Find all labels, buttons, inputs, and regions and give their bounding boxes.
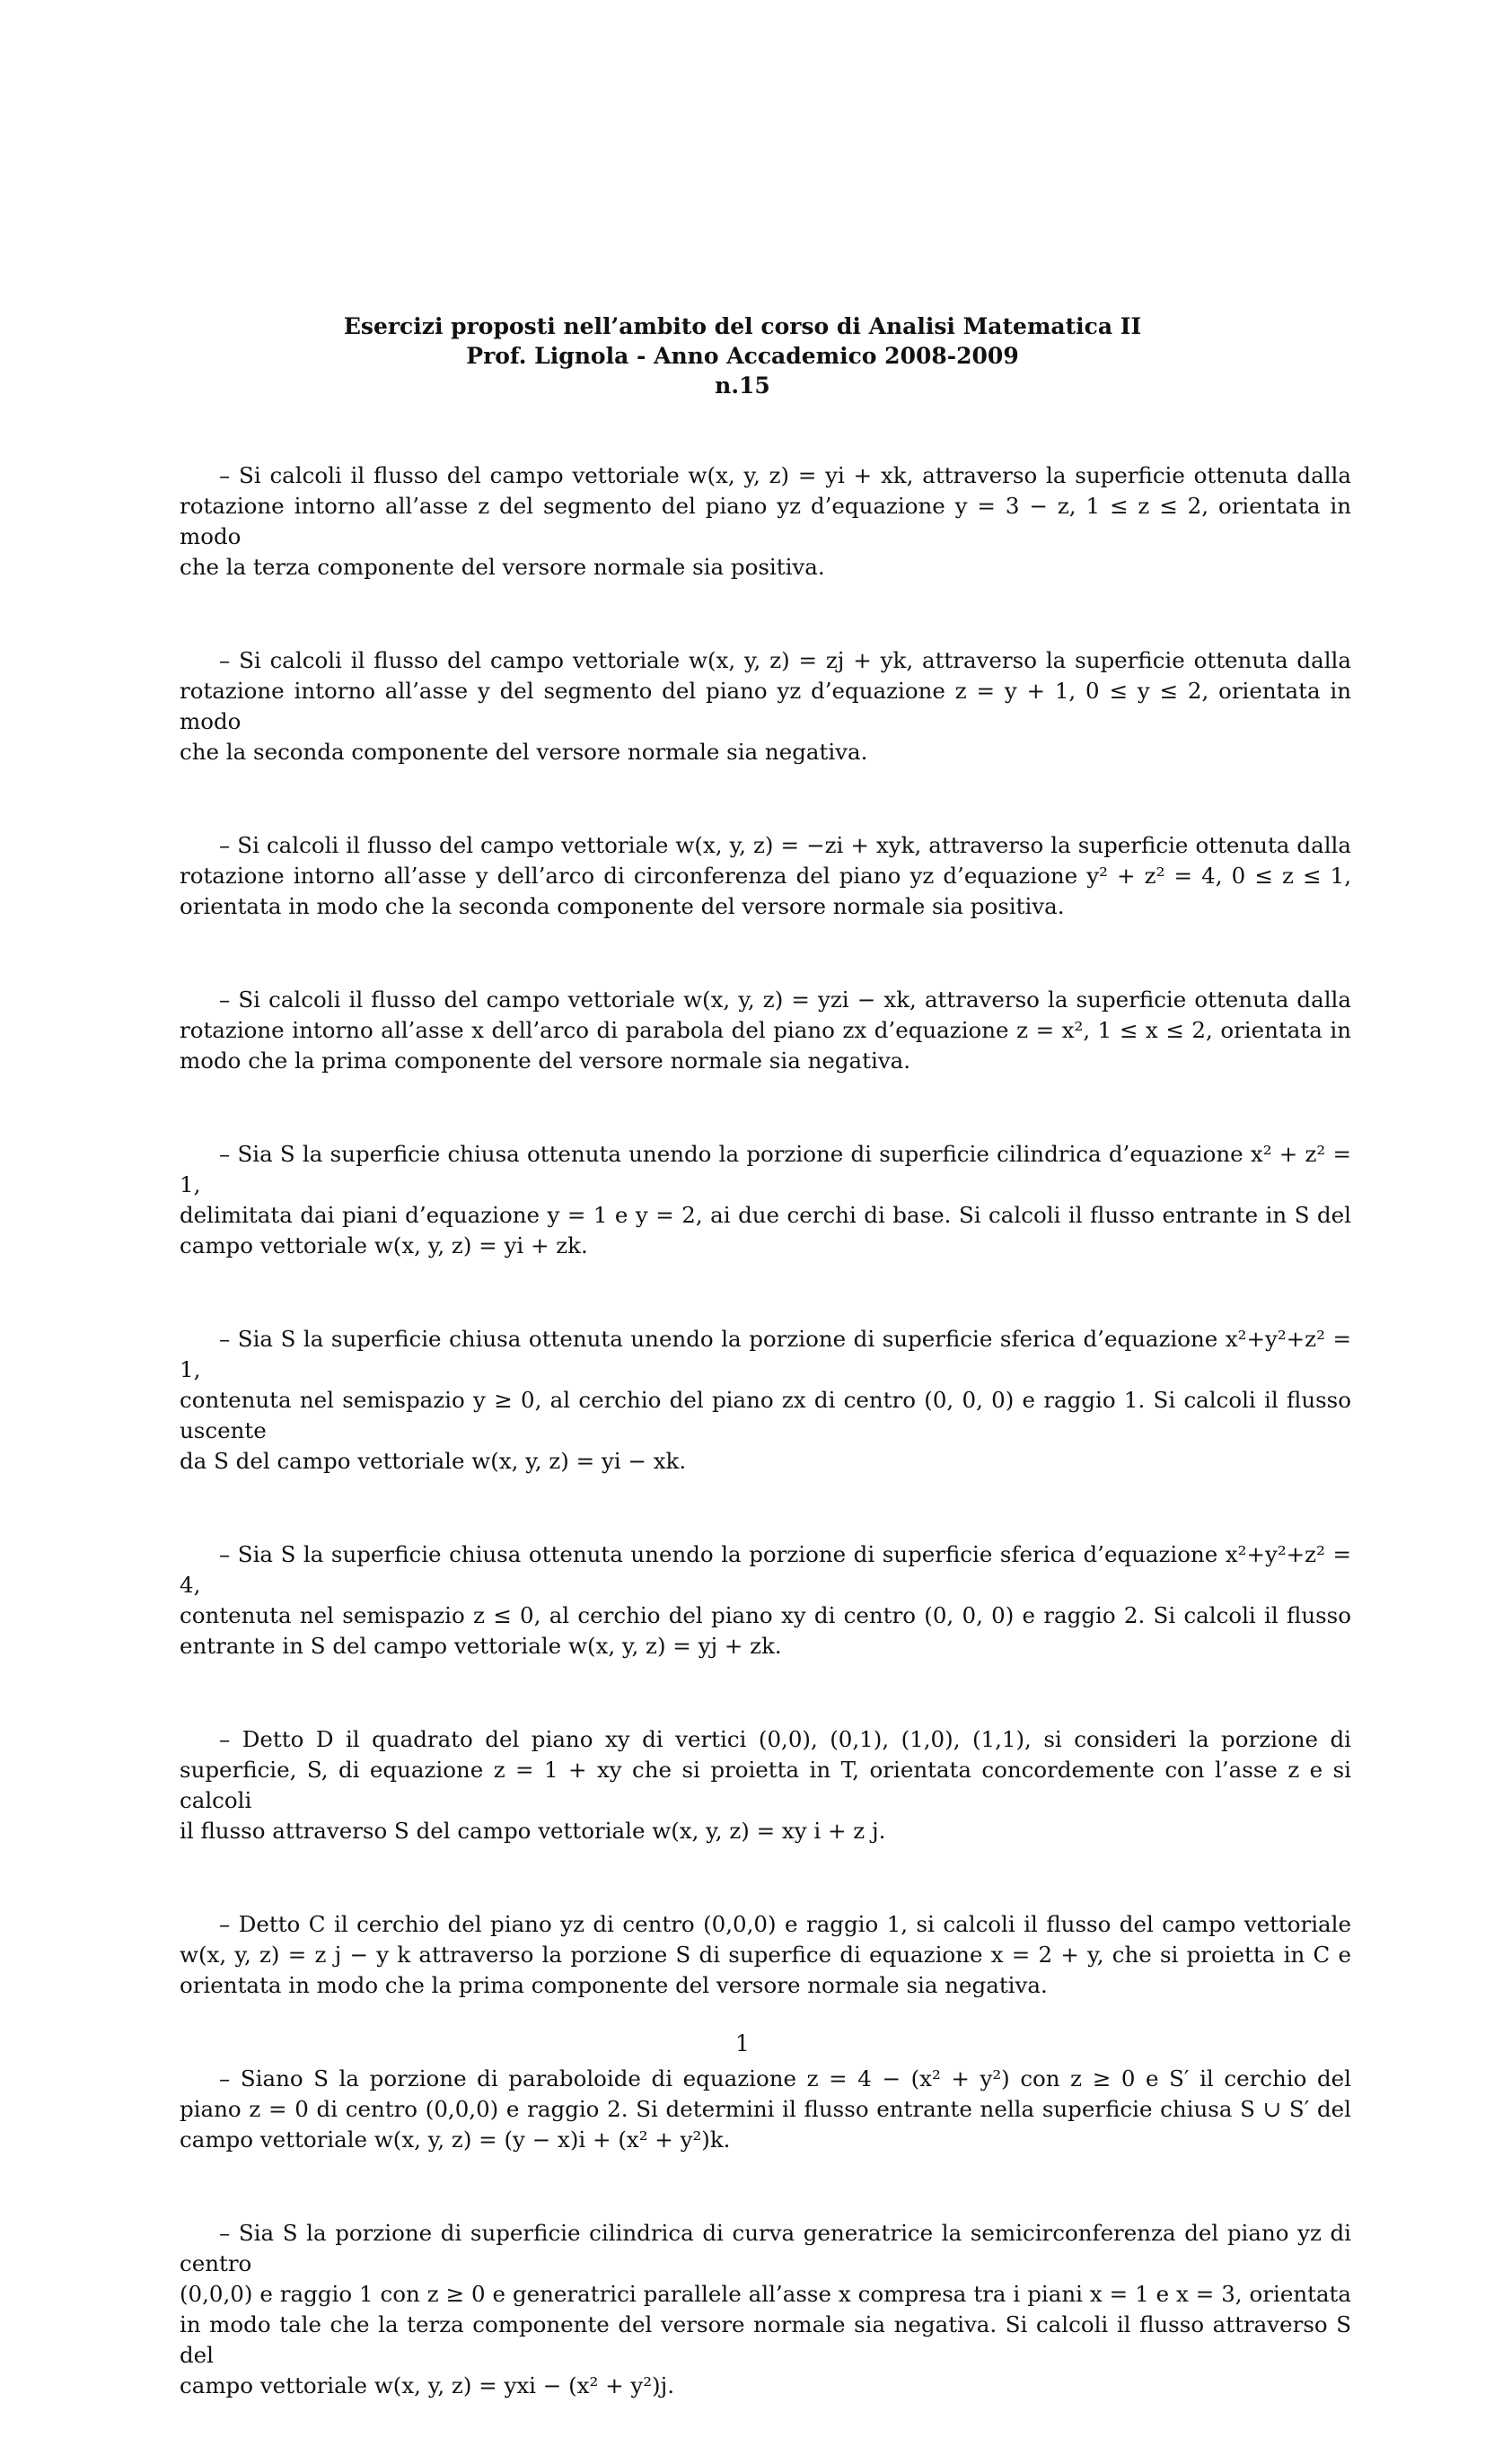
exercise-line: – Siano S la porzione di paraboloide di equazione z = 4 − (x² + y²) con z ≥ 0 e S′ il cerchio del (219, 2065, 1351, 2091)
exercise-line: – Si calcoli il flusso del campo vettoriale w(x, y, z) = zj + yk, attraverso la superficie ottenuta dalla (219, 647, 1351, 673)
exercise-line: da S del campo vettoriale w(x, y, z) = yi − xk. (180, 1448, 687, 1474)
document-header (0, 311, 1485, 400)
exercise-paragraph (180, 1324, 1351, 1477)
exercise-line: il flusso attraverso S del campo vettoriale w(x, y, z) = xy i + z j. (180, 1818, 886, 1844)
exercise-line: (0,0,0) e raggio 1 con z ≥ 0 e generatrici parallele all’asse x compresa tra i piani x = 1 e x = 3, orientata (180, 2281, 1351, 2307)
exercise-line: modo che la prima componente del versore normale sia negativa. (180, 1048, 911, 1074)
exercise-list (180, 460, 1351, 2464)
exercise-line: piano z = 0 di centro (0,0,0) e raggio 2. Si determini il flusso entrante nella superficie chiusa S ∪ S′ del (180, 2096, 1351, 2122)
exercise-paragraph (180, 985, 1351, 1076)
exercise-line: orientata in modo che la seconda componente del versore normale sia positiva. (180, 893, 1065, 919)
exercise-line: – Si calcoli il flusso del campo vettoriale w(x, y, z) = −zi + xyk, attraverso la superficie ottenuta dalla (219, 832, 1351, 858)
exercise-line: che la terza componente del versore normale sia positiva. (180, 554, 825, 580)
exercise-line: rotazione intorno all’asse x dell’arco di parabola del piano zx d’equazione z = x², 1 ≤ x ≤ 2, orientata in (180, 1017, 1351, 1043)
exercise-paragraph (180, 2218, 1351, 2401)
page-number: 1 (735, 2030, 750, 2056)
exercise-paragraph (180, 1724, 1351, 1846)
header-sheet-number: n.15 (715, 373, 770, 399)
exercise-line: – Detto C il cerchio del piano yz di centro (0,0,0) e raggio 1, si calcoli il flusso del campo vettoriale (219, 1911, 1351, 1937)
exercise-line: rotazione intorno all’asse y dell’arco di circonferenza del piano yz d’equazione y² + z² = 4, 0 ≤ z ≤ 1, (180, 863, 1351, 889)
exercise-line: superficie, S, di equazione z = 1 + xy che si proietta in T, orientata concordemente con l’asse z e si calcoli (180, 1757, 1351, 1813)
exercise-line: – Sia S la superficie chiusa ottenuta unendo la porzione di superficie cilindrica d’equazione x² + z² = 1, (180, 1141, 1351, 1197)
exercise-line: – Si calcoli il flusso del campo vettoriale w(x, y, z) = yi + xk, attraverso la superficie ottenuta dalla (219, 462, 1351, 488)
exercise-line: – Sia S la superficie chiusa ottenuta unendo la porzione di superficie sferica d’equazione x²+y²+z² = 4, (180, 1541, 1351, 1598)
header-title: Esercizi proposti nell’ambito del corso di Analisi Matematica II (343, 313, 1142, 339)
exercise-paragraph (180, 645, 1351, 767)
exercise-line: rotazione intorno all’asse y del segmento del piano yz d’equazione z = y + 1, 0 ≤ y ≤ 2, orientata in modo (180, 678, 1351, 734)
exercise-line: campo vettoriale w(x, y, z) = (y − x)i + (x² + y²)k. (180, 2126, 731, 2153)
exercise-paragraph (180, 830, 1351, 922)
exercise-line: – Sia S la superficie chiusa ottenuta unendo la porzione di superficie sferica d’equazione x²+y²+z² = 1, (180, 1326, 1351, 1382)
exercise-line: entrante in S del campo vettoriale w(x, y, z) = yj + zk. (180, 1633, 782, 1659)
header-professor-year: Prof. Lignola - Anno Accademico 2008-2009 (466, 343, 1019, 369)
exercise-paragraph (180, 2064, 1351, 2155)
exercise-line: contenuta nel semispazio z ≤ 0, al cerchio del piano xy di centro (0, 0, 0) e raggio 2. Si calcoli il flusso (180, 1602, 1351, 1628)
exercise-line: in modo tale che la terza componente del versore normale sia negativa. Si calcoli il flusso attraverso S del (180, 2311, 1351, 2368)
exercise-paragraph (180, 1539, 1351, 1662)
exercise-line: w(x, y, z) = z j − y k attraverso la porzione S di superfice di equazione x = 2 + y, che si proietta in C e (180, 1942, 1351, 1968)
exercise-paragraph (180, 1139, 1351, 1261)
exercise-line: delimitata dai piani d’equazione y = 1 e y = 2, ai due cerchi di base. Si calcoli il flusso entrante in S del (180, 1202, 1351, 1228)
exercise-line: contenuta nel semispazio y ≥ 0, al cerchio del piano zx di centro (0, 0, 0) e raggio 1. Si calcoli il flusso uscente (180, 1387, 1351, 1443)
exercise-line: che la seconda componente del versore normale sia negativa. (180, 739, 868, 765)
exercise-line: campo vettoriale w(x, y, z) = yxi − (x² + y²)j. (180, 2372, 674, 2398)
exercise-line: – Sia S la porzione di superficie cilindrica di curva generatrice la semicirconferenza del piano yz di centro (180, 2220, 1351, 2276)
exercise-paragraph (180, 1909, 1351, 2001)
exercise-line: rotazione intorno all’asse z del segmento del piano yz d’equazione y = 3 − z, 1 ≤ z ≤ 2, orientata in modo (180, 493, 1351, 549)
exercise-line: – Detto D il quadrato del piano xy di vertici (0,0), (0,1), (1,0), (1,1), si consideri la porzione di (219, 1726, 1351, 1752)
exercise-line: – Si calcoli il flusso del campo vettoriale w(x, y, z) = yzi − xk, attraverso la superficie ottenuta dalla (219, 986, 1351, 1013)
exercise-line: campo vettoriale w(x, y, z) = yi + zk. (180, 1232, 588, 1258)
exercise-line: orientata in modo che la prima componente del versore normale sia negativa. (180, 1972, 1048, 1998)
exercise-paragraph (180, 460, 1351, 583)
